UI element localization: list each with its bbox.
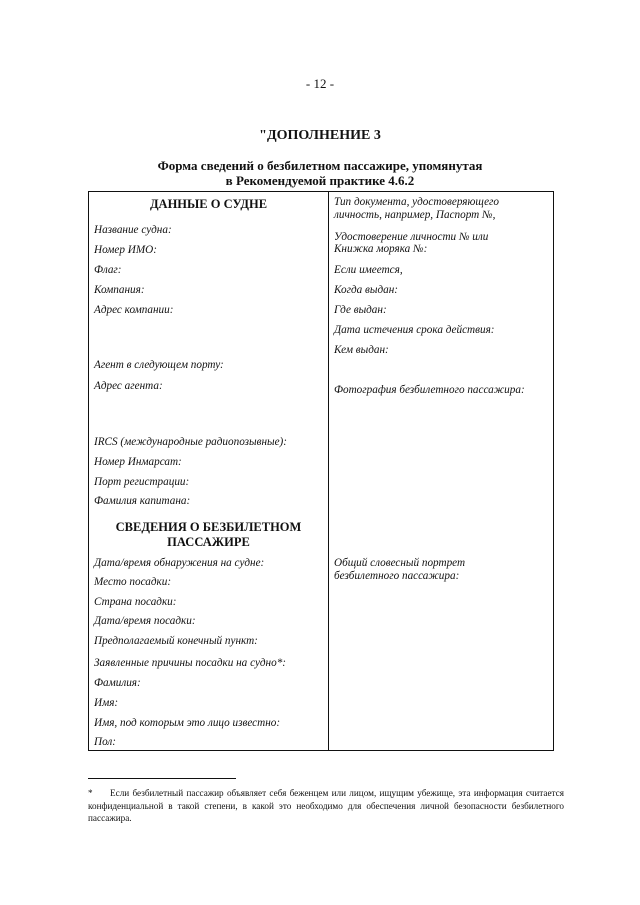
when-issued-field: Когда выдан:: [334, 284, 398, 296]
agent-address-field: Адрес агента:: [94, 380, 163, 392]
country-of-boarding-field: Страна посадки:: [94, 596, 177, 608]
date-time-found-field: Дата/время обнаружения на судне:: [94, 557, 265, 569]
stated-reasons-field: Заявленные причины посадки на судно*:: [94, 657, 287, 669]
company-address-field: Адрес компании:: [94, 304, 174, 316]
ship-section-heading: ДАННЫЕ О СУДНЕ: [149, 197, 268, 211]
page-number: - 12 -: [305, 76, 335, 91]
footnote: [88, 787, 564, 825]
place-of-boarding-field: Место посадки:: [94, 576, 172, 588]
sex-field: Пол:: [94, 736, 116, 748]
stowaway-heading-line-1: СВЕДЕНИЯ О БЕЗБИЛЕТНОМ: [115, 520, 302, 534]
photo-field: Фотография безбилетного пассажира:: [334, 384, 525, 396]
annex-title: "ДОПОЛНЕНИЕ 3: [259, 128, 381, 143]
id-certificate-line-1: Удостоверение личности № или: [334, 231, 489, 243]
column-divider: [328, 191, 329, 751]
id-certificate-line-2: Книжка моряка №:: [334, 243, 428, 255]
stowaway-section-heading: [89, 520, 328, 550]
expiry-date-field: Дата истечения срока действия:: [334, 324, 495, 336]
given-name-field: Имя:: [94, 697, 119, 709]
surname-field: Фамилия:: [94, 677, 141, 689]
issued-by-field: Кем выдан:: [334, 344, 389, 356]
intended-destination-field: Предполагаемый конечный пункт:: [94, 635, 258, 647]
company-field: Компания:: [94, 284, 145, 296]
footnote-rule: [88, 778, 236, 779]
description-line-1: Общий словесный портрет: [334, 557, 466, 569]
port-of-registry-field: Порт регистрации:: [94, 476, 190, 488]
form-title-line-2: в Рекомендуемой практике 4.6.2: [225, 173, 415, 188]
date-time-boarding-field: Дата/время посадки:: [94, 615, 196, 627]
form-title-line-1: Форма сведений о безбилетном пассажире, упомянутая: [157, 158, 483, 173]
stowaway-heading-line-2: ПАССАЖИРЕ: [167, 535, 250, 549]
agent-next-port-field: Агент в следующем порту:: [94, 359, 224, 371]
flag-field: Флаг:: [94, 264, 122, 276]
known-as-field: Имя, под которым это лицо известно:: [94, 717, 281, 729]
description-line-2: безбилетного пассажира:: [334, 570, 460, 582]
master-name-field: Фамилия капитана:: [94, 495, 191, 507]
imo-number-field: Номер ИМО:: [94, 244, 157, 256]
doc-type-line-1: Тип документа, удостоверяющего: [334, 196, 499, 208]
ircs-field: IRCS (международные радиопозывные):: [94, 436, 287, 448]
ship-name-field: Название судна:: [94, 224, 172, 236]
footnote-text: Если безбилетный пассажир объявляет себя беженцем или лицом, ищущим убежище, эта информация считается конфиденциальной в такой степени, в какой это необходимо для обеспечения личной безопасности безбилетного пассажира.: [88, 788, 564, 823]
where-issued-field: Где выдан:: [334, 304, 387, 316]
form-title: [0, 158, 640, 188]
if-any-field: Если имеется,: [334, 264, 403, 276]
doc-type-line-2: личность, например, Паспорт №,: [334, 209, 496, 221]
footnote-marker: *: [88, 788, 93, 798]
inmarsat-number-field: Номер Инмарсат:: [94, 456, 182, 468]
